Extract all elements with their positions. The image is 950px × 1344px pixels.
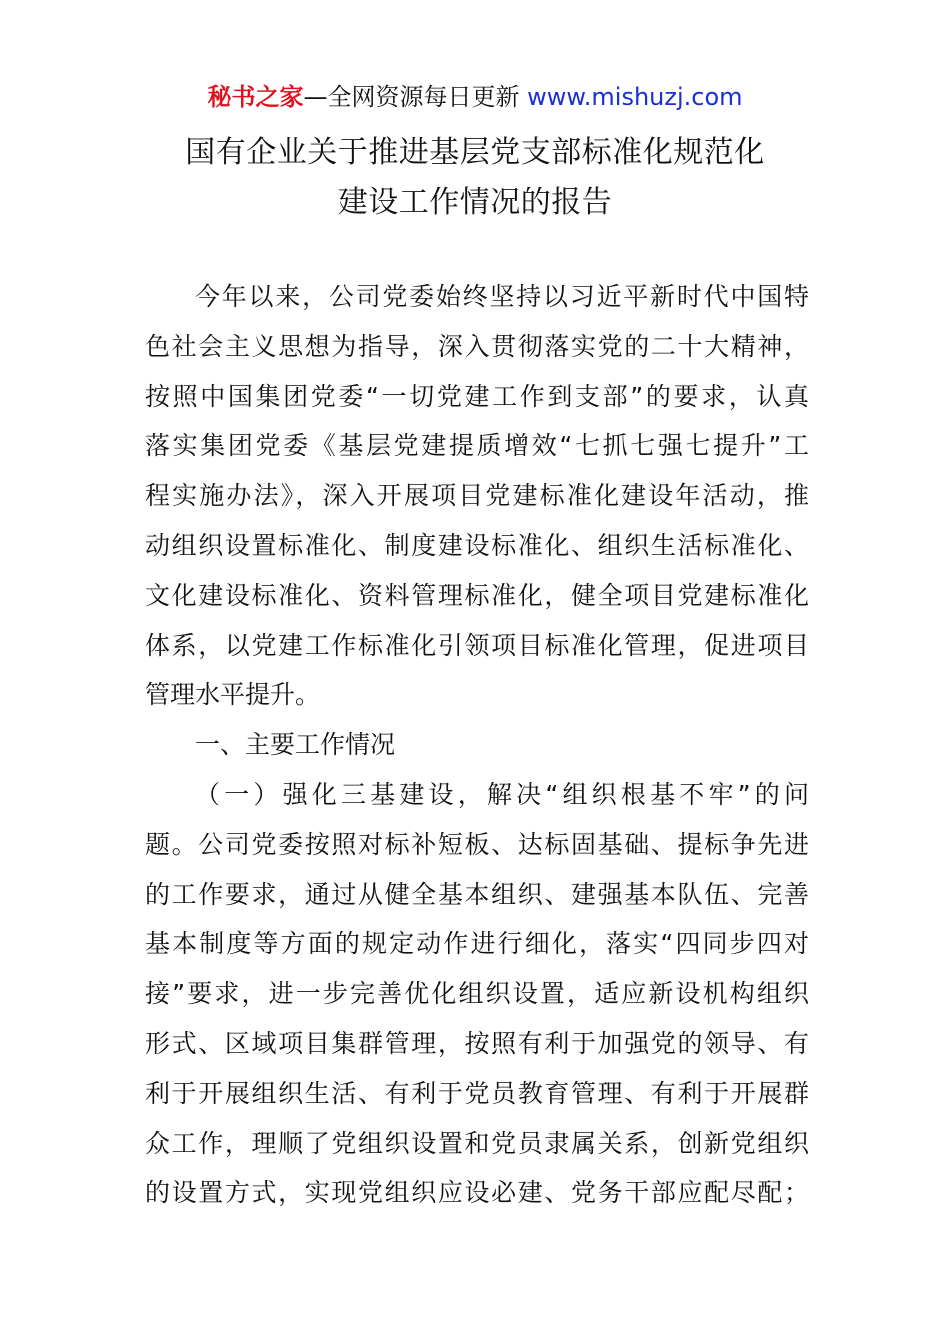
paragraph-line: 今年以来，公司党委始终坚持以习近平新时代中国特 bbox=[195, 282, 809, 311]
title-line-2: 建设工作情况的报告 bbox=[337, 185, 613, 220]
paragraph-line: 利于开展组织生活、有利于党员教育管理、有利于开展群 bbox=[145, 1078, 809, 1108]
document-title bbox=[0, 128, 950, 228]
paragraph-line: 管理水平提升。 bbox=[145, 680, 321, 710]
document-body bbox=[145, 272, 809, 1218]
title-line-1: 国有企业关于推进基层党支部标准化规范化 bbox=[185, 135, 765, 170]
paragraph-line: 按照中国集团党委“一切党建工作到支部”的要求，认真 bbox=[145, 381, 809, 411]
paragraph-line: 基本制度等方面的规定动作进行细化，落实“四同步四对 bbox=[145, 929, 809, 959]
subsection-heading-line: （一）强化三基建设，解决“组织根基不牢”的问 bbox=[195, 779, 809, 809]
banner-tagline: —全网资源每日更新 bbox=[303, 83, 528, 111]
paragraph-line: 体系，以党建工作标准化引领项目标准化管理，促进项目 bbox=[145, 630, 809, 660]
paragraph-line: 题。公司党委按照对标补短板、达标固基础、提标争先进 bbox=[145, 829, 809, 859]
paragraph-line: 程实施办法》，深入开展项目党建标准化建设年活动，推 bbox=[145, 481, 809, 511]
paragraph-line: 的工作要求，通过从健全基本组织、建强基本队伍、完善 bbox=[145, 879, 809, 909]
paragraph-line: 的设置方式，实现党组织应设必建、党务干部应配尽配； bbox=[145, 1178, 809, 1208]
paragraph-line: 文化建设标准化、资料管理标准化，健全项目党建标准化 bbox=[145, 580, 809, 610]
paragraph-line: 众工作，理顺了党组织设置和党员隶属关系，创新党组织 bbox=[145, 1128, 809, 1158]
brand-name: 秘书之家 bbox=[207, 83, 304, 111]
paragraph-line: 色社会主义思想为指导，深入贯彻落实党的二十大精神， bbox=[145, 331, 809, 361]
paragraph-line: 动组织设置标准化、制度建设标准化、组织生活标准化、 bbox=[145, 530, 809, 560]
paragraph-line: 落实集团党委《基层党建提质增效“七抓七强七提升”工 bbox=[145, 431, 809, 461]
site-url-link[interactable]: www.mishuzj.com bbox=[527, 83, 743, 111]
paragraph-line: 形式、区域项目集群管理，按照有利于加强党的领导、有 bbox=[145, 1028, 809, 1058]
section-heading: 一、主要工作情况 bbox=[195, 730, 396, 760]
paragraph-line: 接”要求，进一步完善优化组织设置，适应新设机构组织 bbox=[145, 979, 809, 1009]
site-banner bbox=[0, 82, 950, 112]
